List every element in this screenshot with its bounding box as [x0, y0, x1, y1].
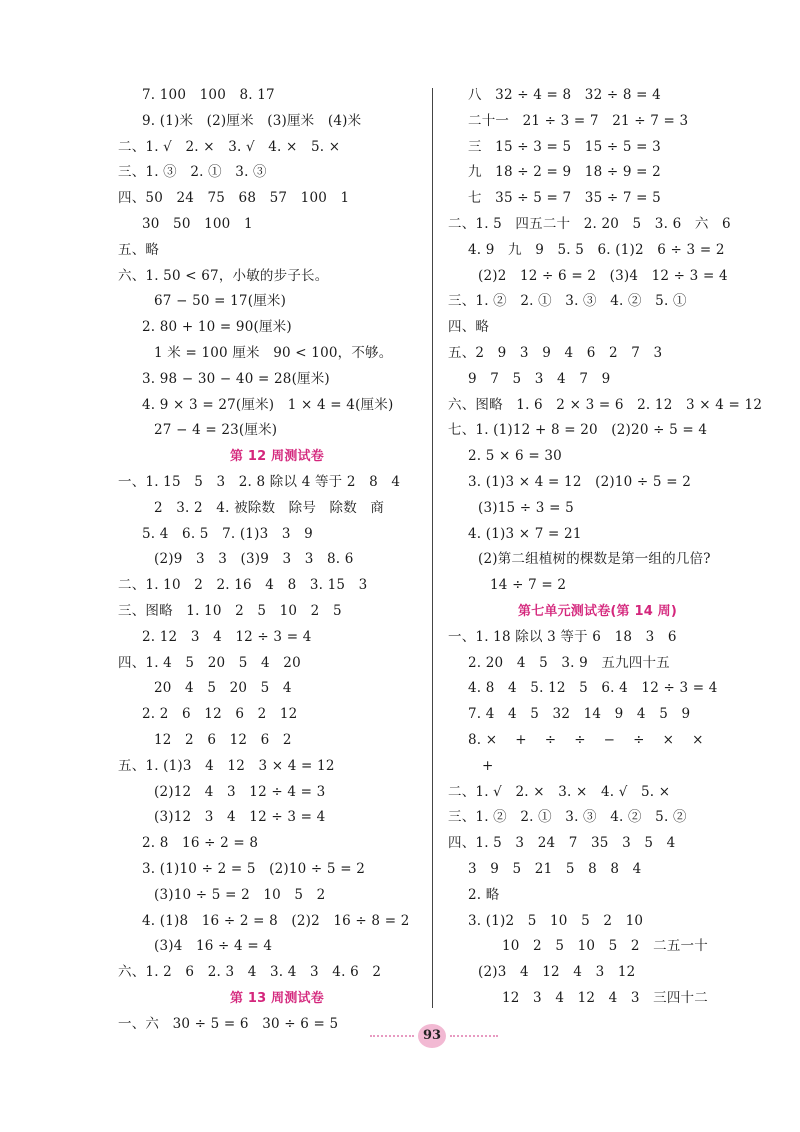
- footer-dots-left: [370, 1035, 414, 1037]
- answer-line: 2 3. 2 4. 被除数 除号 除数 商: [154, 499, 385, 516]
- answer-line: 六、1. 2 6 2. 3 4 3. 4 3 4. 6 2: [118, 964, 382, 981]
- answer-line: 八 32 ÷ 4 = 8 32 ÷ 8 = 4: [468, 87, 661, 103]
- answer-line: 四、50 24 75 68 57 100 1: [118, 190, 350, 207]
- answer-line: 二、1. √ 2. × 3. √ 4. × 5. ×: [118, 138, 341, 155]
- answer-line: 七、1. (1)12 + 8 = 20 (2)20 ÷ 5 = 4: [448, 422, 708, 439]
- answer-line: (3)12 3 4 12 ÷ 3 = 4: [154, 809, 326, 826]
- answer-line: (3)10 ÷ 5 = 2 10 5 2: [154, 886, 326, 903]
- answer-line: 3. (1)3 × 4 = 12 (2)10 ÷ 5 = 2: [468, 473, 691, 490]
- section-heading: 第 12 周测试卷: [230, 449, 324, 465]
- answer-line: 三 15 ÷ 3 = 5 15 ÷ 5 = 3: [468, 138, 661, 155]
- answer-line: 六、图略 1. 6 2 × 3 = 6 2. 12 3 × 4 = 12: [448, 396, 763, 413]
- answer-line: 六、1. 50 < 67，小敏的步子长。: [118, 267, 329, 284]
- answer-line: 五、1. (1)3 4 12 3 × 4 = 12: [118, 757, 335, 774]
- answer-line: 14 ÷ 7 = 2: [490, 577, 567, 594]
- page-number: 93: [418, 1024, 446, 1048]
- answer-line: 三、1. ② 2. ① 3. ③ 4. ② 5. ②: [448, 809, 687, 826]
- answer-line: 五、略: [118, 241, 160, 258]
- page-footer: [0, 1022, 800, 1050]
- answer-line: 4. 9 九 9 5. 5 6. (1)2 6 ÷ 3 = 2: [468, 241, 725, 258]
- answer-line: 一、1. 15 5 3 2. 8 除以 4 等于 2 8 4: [118, 473, 401, 490]
- answer-line: 12 3 4 12 4 3 三四十二: [502, 989, 708, 1006]
- answer-line: 5. 4 6. 5 7. (1)3 3 9: [142, 525, 313, 542]
- answer-line: 10 2 5 10 5 2 二五一十: [502, 938, 708, 955]
- answer-line: 1 米 = 100 厘米 90 < 100，不够。: [154, 344, 393, 361]
- answer-line: 三、1. ② 2. ① 3. ③ 4. ② 5. ①: [448, 293, 687, 310]
- answer-line: 四、1. 4 5 20 5 4 20: [118, 654, 301, 671]
- answer-line: 二十一 21 ÷ 3 = 7 21 ÷ 7 = 3: [468, 112, 689, 129]
- answer-line: 27 − 4 = 23(厘米): [154, 422, 278, 439]
- column-divider: [432, 88, 433, 1008]
- answer-line: 30 50 100 1: [142, 215, 253, 232]
- answer-line: (2)12 4 3 12 ÷ 4 = 3: [154, 783, 326, 800]
- answer-line: 4. (1)8 16 ÷ 2 = 8 (2)2 16 ÷ 8 = 2: [142, 912, 410, 929]
- answer-line: 12 2 6 12 6 2: [154, 731, 292, 748]
- answer-line: (2)第二组植树的棵数是第一组的几倍?: [478, 551, 711, 568]
- answer-line: 2. 略: [468, 886, 500, 903]
- answer-line: 3. (1)2 5 10 5 2 10: [468, 912, 644, 929]
- answer-line: (2)3 4 12 4 3 12: [478, 964, 636, 981]
- answer-line: 3. (1)10 ÷ 2 = 5 (2)10 ÷ 5 = 2: [142, 860, 365, 877]
- answer-line: 20 4 5 20 5 4: [154, 680, 292, 697]
- answer-line: 2. 12 3 4 12 ÷ 3 = 4: [142, 628, 312, 645]
- answer-line: 一、六 30 ÷ 5 = 6 30 ÷ 6 = 5: [118, 1015, 339, 1032]
- answer-line: (3)15 ÷ 3 = 5: [478, 499, 574, 516]
- answer-line: 二、1. 5 四五二十 2. 20 5 3. 6 六 6: [448, 215, 731, 232]
- right-column: [448, 83, 763, 1012]
- answer-line: 4. 8 4 5. 12 5 6. 4 12 ÷ 3 = 4: [468, 680, 718, 697]
- answer-line: 4. 9 × 3 = 27(厘米) 1 × 4 = 4(厘米): [142, 396, 394, 413]
- answer-line: (3)4 16 ÷ 4 = 4: [154, 938, 273, 955]
- answer-line: 9. (1)米 (2)厘米 (3)厘米 (4)米: [142, 112, 362, 129]
- answer-line: +: [482, 757, 494, 774]
- answer-line: 五、2 9 3 9 4 6 2 7 3: [448, 344, 663, 361]
- answer-line: 2. 80 + 10 = 90(厘米): [142, 319, 292, 336]
- answer-line: 三、1. ③ 2. ① 3. ③: [118, 164, 267, 181]
- answer-line: (2)2 12 ÷ 6 = 2 (3)4 12 ÷ 3 = 4: [478, 267, 728, 284]
- answer-line: 7. 4 4 5 32 14 9 4 5 9: [468, 706, 691, 723]
- answer-line: 3 9 5 21 5 8 8 4: [468, 860, 642, 877]
- answer-line: 四、略: [448, 319, 490, 336]
- answer-line: 8. × + ÷ ÷ − ÷ × ×: [468, 731, 704, 748]
- footer-dots-right: [450, 1035, 498, 1037]
- answer-line: 4. (1)3 × 7 = 21: [468, 525, 582, 542]
- section-heading: 第 13 周测试卷: [230, 990, 324, 1006]
- answer-line: 2. 20 4 5 3. 9 五九四十五: [468, 654, 670, 671]
- left-column: [118, 83, 428, 1037]
- answer-line: 2. 5 × 6 = 30: [468, 448, 562, 465]
- answer-line: 四、1. 5 3 24 7 35 3 5 4: [448, 835, 676, 852]
- answer-line: 九 18 ÷ 2 = 9 18 ÷ 9 = 2: [468, 164, 661, 181]
- answer-line: (2)9 3 3 (3)9 3 3 8. 6: [154, 551, 354, 568]
- answer-line: 9 7 5 3 4 7 9: [468, 370, 611, 387]
- answer-line: 一、1. 18 除以 3 等于 6 18 3 6: [448, 628, 677, 645]
- answer-line: 2. 8 16 ÷ 2 = 8: [142, 835, 259, 852]
- answer-line: 三、图略 1. 10 2 5 10 2 5: [118, 602, 342, 619]
- answer-line: 二、1. 10 2 2. 16 4 8 3. 15 3: [118, 577, 368, 594]
- answer-line: 7. 100 100 8. 17: [142, 87, 275, 103]
- answer-line: 2. 2 6 12 6 2 12: [142, 706, 298, 723]
- answer-line: 3. 98 − 30 − 40 = 28(厘米): [142, 370, 330, 387]
- answer-line: 二、1. √ 2. × 3. × 4. √ 5. ×: [448, 783, 671, 800]
- answer-line: 67 − 50 = 17(厘米): [154, 293, 287, 310]
- section-heading: 第七单元测试卷(第 14 周): [518, 603, 678, 619]
- answer-line: 七 35 ÷ 5 = 7 35 ÷ 7 = 5: [468, 190, 661, 207]
